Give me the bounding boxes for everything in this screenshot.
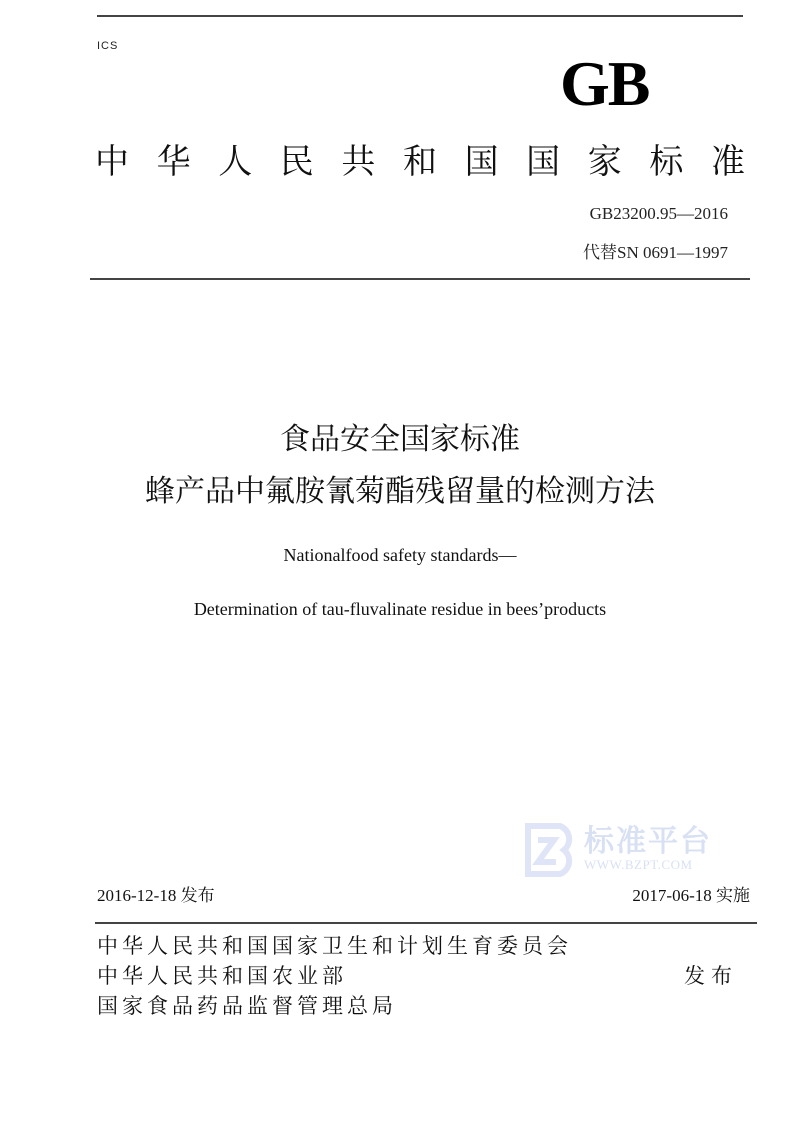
watermark-text: 标准平台 xyxy=(584,824,712,859)
implementation-date: 2017-06-18 实施 xyxy=(632,886,750,905)
issuer-nhfpc: 中华人民共和国国家卫生和计划生育委员会 xyxy=(97,934,572,958)
title-char: 标 xyxy=(649,142,684,182)
document-title-cn-line2: 蜂产品中氟胺氰菊酯残留量的检测方法 xyxy=(145,474,655,509)
standard-number: GB23200.95—2016 xyxy=(589,204,728,223)
document-title-en-line2: Determination of tau-fluvalinate residue in bees’products xyxy=(193,599,607,619)
bzpt-logo-icon xyxy=(524,822,578,878)
top-rule xyxy=(97,15,743,17)
title-char: 中 xyxy=(95,142,129,182)
issue-date: 2016-12-18 发布 xyxy=(97,886,215,905)
title-char: 民 xyxy=(279,142,314,182)
document-title-cn-line1: 食品安全国家标准 xyxy=(280,422,520,457)
title-char: 人 xyxy=(218,142,253,182)
national-standard-title xyxy=(95,142,745,182)
watermark-url: WWW.BZPT.COM xyxy=(584,857,693,872)
title-char: 准 xyxy=(710,142,745,182)
replaces-standard: 代替SN 0691—1997 xyxy=(583,243,728,262)
title-char: 和 xyxy=(402,142,437,182)
title-char: 华 xyxy=(156,142,191,182)
footer-rule xyxy=(95,922,757,924)
issue-action-label: 发布 xyxy=(684,964,738,988)
watermark xyxy=(524,822,712,878)
ics-label: ICS xyxy=(97,40,119,52)
document-title-en-line1: Nationalfood safety standards— xyxy=(283,545,517,565)
issuer-moa: 中华人民共和国农业部 xyxy=(97,964,347,988)
title-char: 共 xyxy=(341,142,376,182)
title-char: 家 xyxy=(587,142,622,182)
title-char: 国 xyxy=(526,142,561,182)
title-char: 国 xyxy=(464,142,499,182)
gb-logo: GB xyxy=(560,48,649,119)
issuer-cfda: 国家食品药品监督管理总局 xyxy=(97,994,397,1018)
header-rule xyxy=(90,278,750,280)
